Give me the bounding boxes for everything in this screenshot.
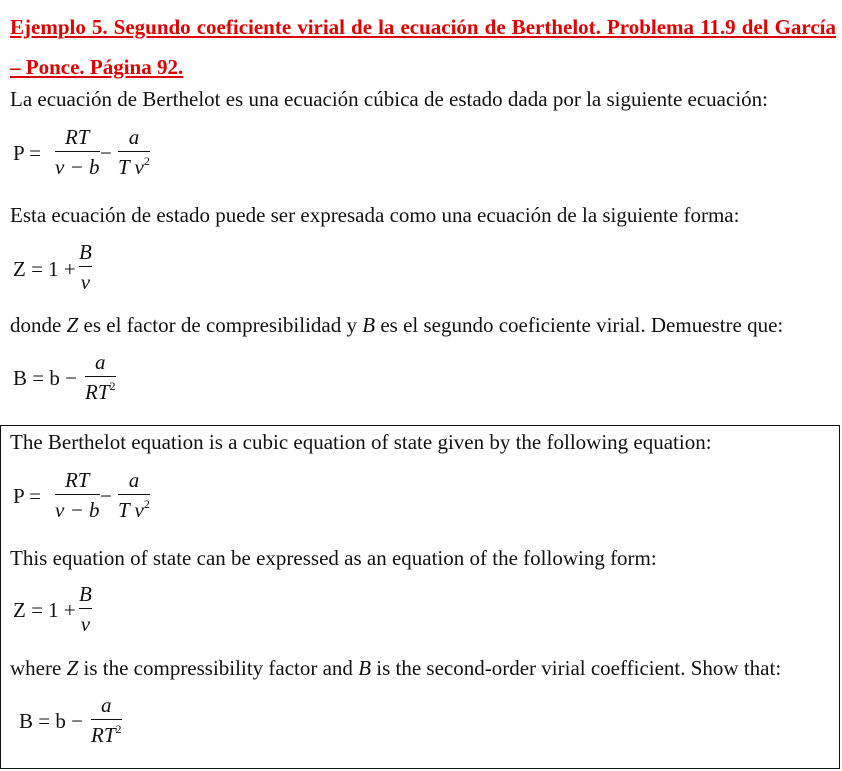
eq-b-lhs-en: B = b − [19,709,83,733]
eq-p-exp: 2 [143,154,150,168]
eq-z-frac-en [79,582,92,636]
eq-p-num1: RT [64,125,90,149]
eq-b-exp-en: 2 [115,722,122,736]
eq-p-num2-en: a [128,468,140,492]
eq-b-frac-en [91,693,122,750]
eq-z-num-en: B [79,582,92,606]
eq-p-den1-en: v − b [55,498,100,522]
eq-p-frac2 [118,125,150,182]
english-intro-text: The Berthelot equation is a cubic equation of state given by the following equation: [10,430,712,454]
spanish-expressed-text: Esta ecuación de estado puede ser expresada como una ecuación de la siguiente forma: [10,203,740,227]
eq-b-lhs: B = b − [13,366,77,390]
eq-p-frac2-en [118,468,150,525]
spanish-intro-text: La ecuación de Berthelot es una ecuación cúbica de estado dada por la siguiente ecuación: [10,87,768,111]
eq-z-den: v [80,270,91,294]
eq-p-lhs-en: P = [13,484,41,508]
eq-z-num: B [79,240,92,264]
eq-b-num: a [95,350,106,374]
eq-p-num1-en: RT [64,468,90,492]
eq-z-lhs: Z = 1 + [13,257,76,281]
eq-b-den: RT [85,380,110,404]
spanish-where-text: donde Z es el factor de compresibilidad y B es el segundo coeficiente virial. Demuestre que: [10,313,784,337]
eq-p-minus-en: − [100,484,112,508]
eq-b-exp: 2 [109,379,116,393]
eq-b-frac [85,350,116,407]
eq-p-frac1 [55,125,100,179]
eq-z-den-en: v [80,612,91,636]
eq-p-den2-en: T v [118,498,144,522]
eq-p-minus: − [100,141,112,165]
eq-p-den1: v − b [55,155,100,179]
eq-p-den2: T v [118,155,144,179]
english-expressed-text: This equation of state can be expressed as an equation of the following form: [10,546,657,570]
eq-z-frac [79,240,92,294]
eq-p-exp-en: 2 [143,497,150,511]
eq-p-lhs: P = [13,141,41,165]
english-where-text: where Z is the compressibility factor and B is the second-order virial coefficient. Show that: [10,656,782,680]
eq-b-num-en: a [101,693,112,717]
eq-p-num2: a [128,125,140,149]
eq-p-frac1-en [55,468,100,522]
page-title: Ejemplo 5. Segundo coeficiente virial de la ecuación de Berthelot. Problema 11.9 del García – Ponce. Página 92. [10,15,836,79]
eq-b-den-en: RT [91,723,116,747]
eq-z-lhs-en: Z = 1 + [13,598,76,622]
